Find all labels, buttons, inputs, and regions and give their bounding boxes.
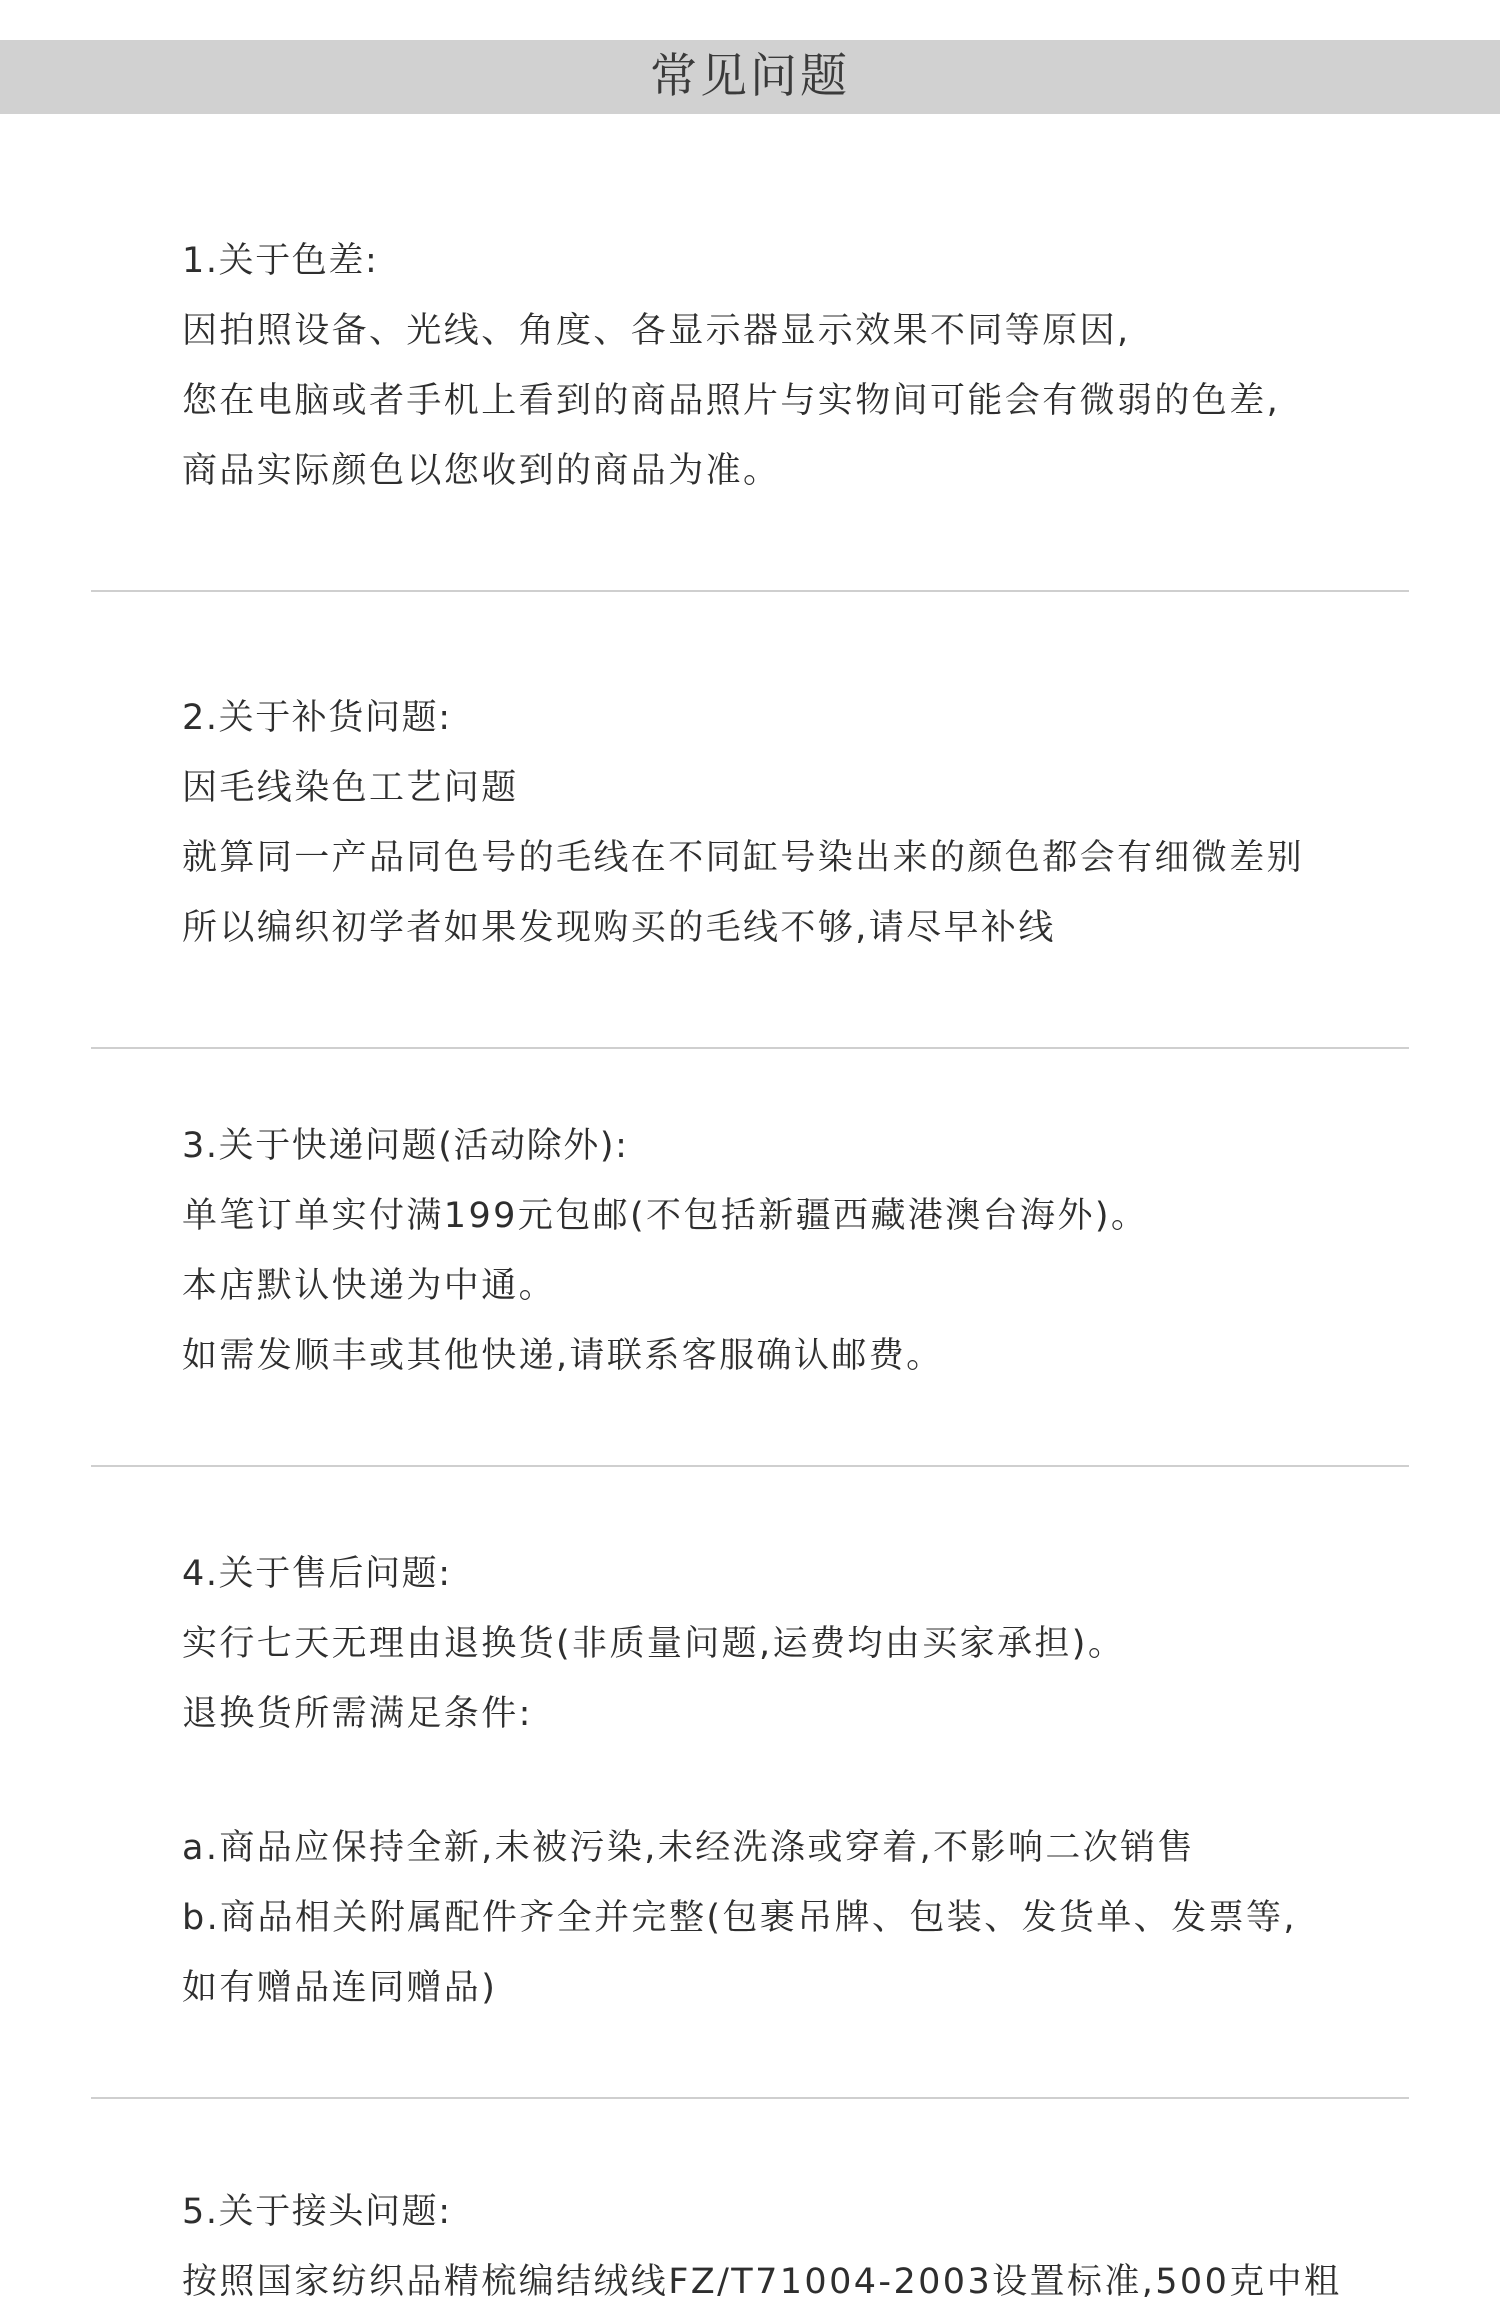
section-blank-line bbox=[182, 1749, 1382, 1813]
faq-section-after-sales bbox=[182, 1539, 1382, 2023]
section-text-line: 退换货所需满足条件: bbox=[182, 1694, 533, 1734]
section-heading: 5.关于接头问题: bbox=[182, 2192, 452, 2232]
section-divider bbox=[91, 2097, 1409, 2099]
section-text-line: 因拍照设备、光线、角度、各显示器显示效果不同等原因, bbox=[182, 311, 1131, 351]
section-heading: 1.关于色差: bbox=[182, 241, 379, 281]
section-text-line: 商品实际颜色以您收到的商品为准。 bbox=[182, 451, 781, 491]
section-text-line: 因毛线染色工艺问题 bbox=[182, 768, 519, 808]
section-divider bbox=[91, 590, 1409, 592]
faq-section-shipping bbox=[182, 1111, 1382, 1391]
section-text-line: 所以编织初学者如果发现购买的毛线不够,请尽早补线 bbox=[182, 908, 1056, 948]
section-text-line: 如需发顺丰或其他快递,请联系客服确认邮费。 bbox=[182, 1336, 944, 1376]
faq-section-yarn-joints bbox=[182, 2177, 1382, 2317]
faq-section-color-difference bbox=[182, 226, 1382, 506]
section-text-line: 单笔订单实付满199元包邮(不包括新疆西藏港澳台海外)。 bbox=[182, 1196, 1149, 1236]
section-divider bbox=[91, 1465, 1409, 1467]
section-divider bbox=[91, 1047, 1409, 1049]
section-heading: 2.关于补货问题: bbox=[182, 698, 452, 738]
faq-section-restock bbox=[182, 683, 1382, 963]
section-text-line: 实行七天无理由退换货(非质量问题,运费均由买家承担)。 bbox=[182, 1624, 1126, 1664]
header-bar bbox=[0, 40, 1500, 114]
section-heading: 4.关于售后问题: bbox=[182, 1554, 452, 1594]
section-text-line: 按照国家纺织品精梳编结绒线FZ/T71004-2003设置标准,500克中粗 bbox=[182, 2262, 1342, 2302]
section-text-line: 就算同一产品同色号的毛线在不同缸号染出来的颜色都会有细微差别 bbox=[182, 838, 1305, 878]
section-text-line: b.商品相关附属配件齐全并完整(包裹吊牌、包装、发货单、发票等, bbox=[182, 1898, 1297, 1938]
page-title: 常见问题 bbox=[650, 49, 850, 104]
section-text-line: 您在电脑或者手机上看到的商品照片与实物间可能会有微弱的色差, bbox=[182, 381, 1281, 421]
section-text-line: 如有赠品连同赠品) bbox=[182, 1968, 498, 2008]
section-heading: 3.关于快递问题(活动除外): bbox=[182, 1126, 629, 1166]
section-text-line: 本店默认快递为中通。 bbox=[182, 1266, 557, 1306]
section-text-line: a.商品应保持全新,未被污染,未经洗涤或穿着,不影响二次销售 bbox=[182, 1828, 1195, 1868]
